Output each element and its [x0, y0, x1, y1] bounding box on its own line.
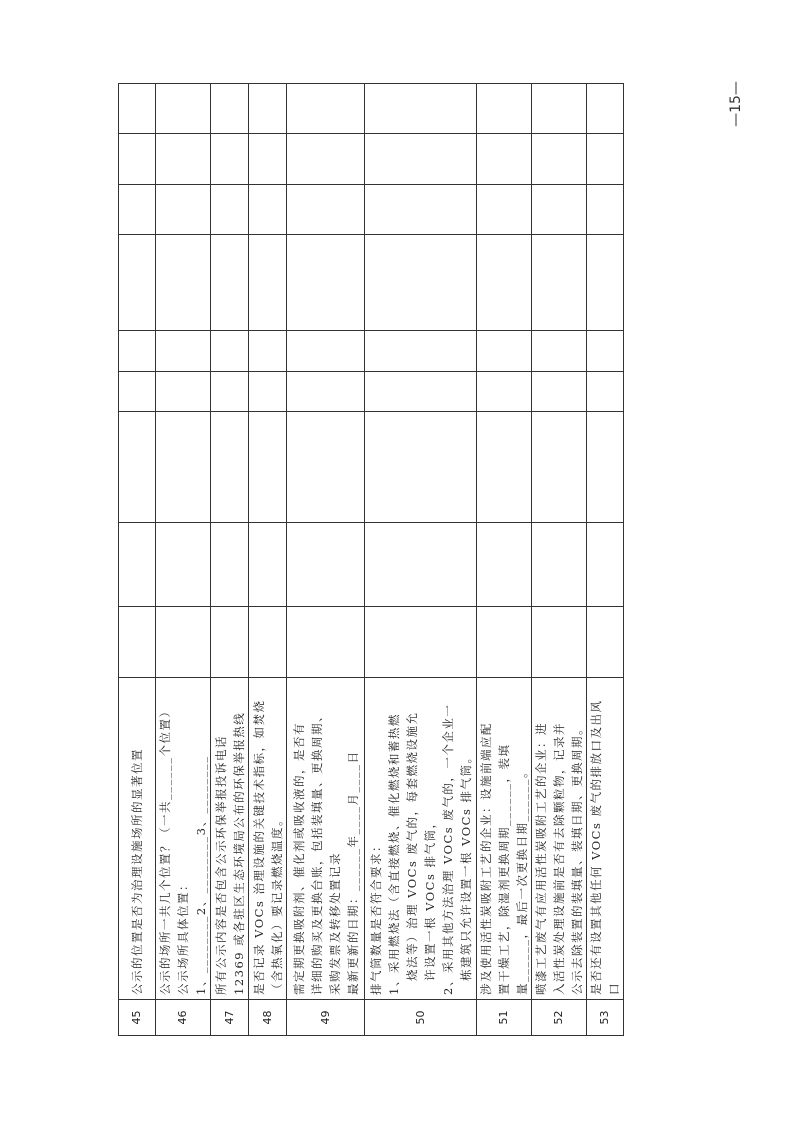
content-line: 公示场所具体位置：: [176, 878, 190, 995]
blank-cell[interactable]: [477, 372, 532, 412]
blank-cell[interactable]: [532, 84, 587, 134]
blank-cell[interactable]: [365, 607, 477, 678]
blank-cell[interactable]: [587, 134, 624, 185]
content-line: 排气筒数量是否符合要求：: [368, 839, 383, 995]
blank-cell[interactable]: [211, 412, 249, 523]
content-line: 详细的购买及更换台账，包括装填量、更换周期、: [309, 709, 324, 995]
content-line: 公示的场所一共几个位置？（一共______个位置）: [158, 704, 172, 995]
blank-cell[interactable]: [587, 331, 624, 372]
blank-cell[interactable]: [156, 412, 211, 523]
blank-cell[interactable]: [587, 372, 624, 412]
blank-cell[interactable]: [477, 235, 532, 331]
blank-cell[interactable]: [477, 412, 532, 523]
row-content: [287, 678, 365, 1000]
content-line: 12369 或各驻区生态环境局公布的环保举报热线: [231, 711, 246, 995]
content-line: 量______，最后一次更换日期______。: [515, 765, 529, 995]
row-number: 47: [211, 1000, 249, 1036]
blank-cell[interactable]: [532, 412, 587, 523]
content-line: 2、采用其他方法治理 VOCs 废气的，一个企业一: [440, 703, 455, 995]
blank-cell[interactable]: [249, 331, 287, 372]
blank-cell[interactable]: [365, 84, 477, 134]
blank-cell[interactable]: [477, 134, 532, 185]
blank-cell[interactable]: [477, 523, 532, 607]
blank-cell[interactable]: [532, 235, 587, 331]
row-number: 45: [119, 1000, 156, 1036]
blank-cell[interactable]: [287, 185, 365, 235]
content-line: 口: [607, 982, 621, 995]
row-content: [249, 678, 287, 1000]
blank-cell[interactable]: [365, 523, 477, 607]
blank-cell[interactable]: [211, 84, 249, 134]
blank-cell[interactable]: [532, 185, 587, 235]
blank-cell[interactable]: [365, 235, 477, 331]
blank-cell[interactable]: [156, 523, 211, 607]
blank-cell[interactable]: [587, 412, 624, 523]
blank-cell[interactable]: [211, 372, 249, 412]
blank-cell[interactable]: [249, 235, 287, 331]
inspection-checklist-table: [118, 83, 624, 1036]
blank-cell[interactable]: [119, 523, 156, 607]
table-row: [287, 84, 365, 1036]
content-line: 烧法等）治理 VOCs 废气的，每套燃烧设施允: [404, 711, 419, 981]
blank-cell[interactable]: [249, 185, 287, 235]
blank-cell[interactable]: [587, 185, 624, 235]
table-row: [119, 84, 156, 1036]
row-content: [156, 678, 211, 1000]
content-line: 涉及使用活性炭吸附工艺的企业：设施前端应配: [479, 722, 493, 995]
table-row: [365, 84, 477, 1036]
blank-cell[interactable]: [119, 134, 156, 185]
blank-cell[interactable]: [287, 84, 365, 134]
content-line: 所有公示内容是否包含公示环保举报投诉电话: [213, 735, 228, 995]
blank-cell[interactable]: [119, 235, 156, 331]
blank-cell[interactable]: [365, 412, 477, 523]
blank-cell[interactable]: [477, 185, 532, 235]
blank-cell[interactable]: [211, 134, 249, 185]
content-line: 采购发票及转移处置记录: [327, 852, 342, 995]
blank-cell[interactable]: [211, 523, 249, 607]
blank-cell[interactable]: [532, 523, 587, 607]
blank-cell[interactable]: [119, 331, 156, 372]
blank-cell[interactable]: [365, 372, 477, 412]
content-line: 喷漆工艺废气有应用活性炭吸附工艺的企业：进: [534, 722, 548, 995]
blank-cell[interactable]: [365, 331, 477, 372]
content-line: 1、________2、________3、________: [194, 755, 208, 995]
content-line: 是否记录 VOCs 治理设施的关键技术指标，如焚烧: [251, 699, 266, 995]
blank-cell[interactable]: [477, 331, 532, 372]
blank-cell[interactable]: [156, 185, 211, 235]
blank-cell[interactable]: [211, 185, 249, 235]
blank-cell[interactable]: [249, 523, 287, 607]
row-content: [211, 678, 249, 1000]
blank-cell[interactable]: [287, 235, 365, 331]
rotated-table-container: [118, 84, 620, 1036]
blank-cell[interactable]: [287, 134, 365, 185]
content-line: 栋建筑只允许设置一根 VOCs 排气筒。: [458, 750, 473, 981]
blank-cell[interactable]: [532, 607, 587, 678]
row-content: [532, 678, 587, 1000]
content-line: （含热氧化）要记录燃烧温度。: [269, 813, 284, 995]
blank-cell[interactable]: [156, 372, 211, 412]
page-number: —15—: [727, 81, 744, 127]
blank-cell[interactable]: [156, 331, 211, 372]
content-line: 1、采用燃烧法（含直接燃烧、催化燃烧和蓄热燃: [386, 713, 401, 995]
blank-cell[interactable]: [532, 331, 587, 372]
content-line: 置干燥工艺，除湿剂更换周期______，装填: [497, 743, 511, 995]
blank-cell[interactable]: [532, 372, 587, 412]
blank-cell[interactable]: [119, 607, 156, 678]
blank-cell[interactable]: [211, 235, 249, 331]
blank-cell[interactable]: [156, 235, 211, 331]
blank-cell[interactable]: [156, 607, 211, 678]
blank-cell[interactable]: [119, 412, 156, 523]
row-content: [365, 678, 477, 1000]
blank-cell[interactable]: [287, 607, 365, 678]
blank-cell[interactable]: [156, 84, 211, 134]
blank-cell[interactable]: [249, 372, 287, 412]
content-line: 是否还有设置其他任何 VOCs 废气的排放口及出风: [589, 699, 603, 995]
blank-cell[interactable]: [477, 607, 532, 678]
blank-cell[interactable]: [156, 134, 211, 185]
content-line: 入活性炭处理设施前是否有去除颗粒物，记录并: [552, 722, 566, 995]
blank-cell[interactable]: [211, 607, 249, 678]
blank-cell[interactable]: [477, 84, 532, 134]
blank-cell[interactable]: [119, 84, 156, 134]
content-line: 许设置一根 VOCs 排气筒，: [422, 815, 437, 981]
row-number: 49: [287, 1000, 365, 1036]
table-row: [532, 84, 587, 1036]
row-content: [477, 678, 532, 1000]
content-line: 需定期更换吸附剂、催化剂或吸收液的，是否有: [291, 722, 306, 995]
blank-cell[interactable]: [532, 134, 587, 185]
blank-cell[interactable]: [587, 235, 624, 331]
blank-cell[interactable]: [249, 607, 287, 678]
row-number: 50: [365, 1000, 477, 1036]
blank-cell[interactable]: [249, 134, 287, 185]
blank-cell[interactable]: [365, 134, 477, 185]
content-line: 公示去除装置的装填量、装填日期、更换周期。: [570, 722, 584, 995]
content-line: 公示的位置是否为治理设施场所的显著位置: [130, 748, 144, 995]
blank-cell[interactable]: [119, 372, 156, 412]
blank-cell[interactable]: [287, 523, 365, 607]
row-number: 52: [532, 1000, 587, 1036]
row-number: 48: [249, 1000, 287, 1036]
table-row: [211, 84, 249, 1036]
table-row: [156, 84, 211, 1036]
content-line: 最新更新的日期：______年____月____日: [345, 750, 360, 995]
blank-cell[interactable]: [249, 412, 287, 523]
table-row: [587, 84, 624, 1036]
blank-cell[interactable]: [587, 607, 624, 678]
row-content: [119, 678, 156, 1000]
blank-cell[interactable]: [287, 331, 365, 372]
blank-cell[interactable]: [587, 84, 624, 134]
blank-cell[interactable]: [287, 372, 365, 412]
blank-cell[interactable]: [365, 185, 477, 235]
blank-cell[interactable]: [119, 185, 156, 235]
row-number: 51: [477, 1000, 532, 1036]
row-content: [587, 678, 624, 1000]
table-row: [477, 84, 532, 1036]
blank-cell[interactable]: [587, 523, 624, 607]
blank-cell[interactable]: [211, 331, 249, 372]
row-number: 46: [156, 1000, 211, 1036]
blank-cell[interactable]: [249, 84, 287, 134]
row-number: 53: [587, 1000, 624, 1036]
table-row: [249, 84, 287, 1036]
blank-cell[interactable]: [287, 412, 365, 523]
